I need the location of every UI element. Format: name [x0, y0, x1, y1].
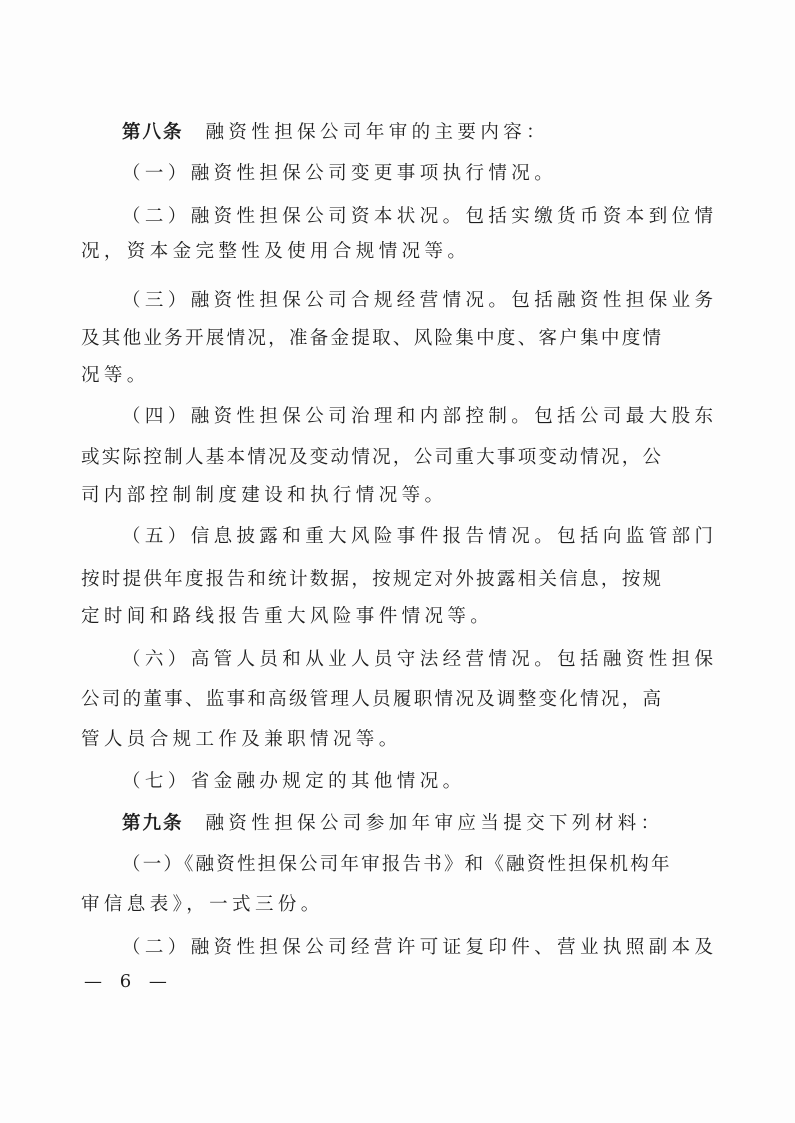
article-8-title: 融资性担保公司年审的主要内容： — [205, 122, 550, 143]
article-8-item-6-line-2: 公司的董事、监事和高级管理人员履职情况及调整变化情况，高 — [81, 689, 661, 710]
article-8-item-5-line-1: （五）信息披露和重大风险事件报告情况。包括向监管部门 — [122, 526, 718, 547]
article-8-number: 第八条 — [122, 122, 184, 143]
article-9-heading-line — [122, 812, 664, 836]
article-9-title: 融资性担保公司参加年审应当提交下列材料： — [205, 813, 664, 834]
article-8-item-5-line-2: 按时提供年度报告和统计数据，按规定对外披露相关信息，按规 — [81, 569, 661, 590]
article-8-item-3-line-1: （三）融资性担保公司合规经营情况。包括融资性担保业务 — [122, 290, 718, 311]
article-8-item-4-line-3: 司内部控制制度建设和执行情况等。 — [81, 485, 448, 506]
article-8-item-1: （一）融资性担保公司变更事项执行情况。 — [122, 163, 558, 184]
article-8-item-3-line-2: 及其他业务开展情况，准备金提取、风险集中度、客户集中度情 — [81, 328, 661, 349]
article-8-item-6-line-1: （六）高管人员和从业人员守法经营情况。包括融资性担保 — [122, 649, 718, 670]
article-8-item-2-line-2: 况，资本金完整性及使用合规情况等。 — [81, 241, 471, 262]
article-8-item-3-line-3: 况等。 — [81, 365, 150, 386]
article-9-item-2-line-1: （二）融资性担保公司经营许可证复印件、营业执照副本及 — [122, 937, 718, 958]
article-8-item-5-line-3: 定时间和路线报告重大风险事件情况等。 — [81, 606, 494, 627]
article-8-item-4-line-1: （四）融资性担保公司治理和内部控制。包括公司最大股东 — [122, 406, 718, 427]
article-8-item-6-line-3: 管人员合规工作及兼职情况等。 — [81, 729, 402, 750]
article-8-heading-line — [122, 121, 549, 145]
article-8-item-7: （七）省金融办规定的其他情况。 — [122, 771, 466, 792]
article-8-item-4-line-2: 或实际控制人基本情况及变动情况，公司重大事项变动情况，公 — [81, 447, 661, 468]
article-9-number: 第九条 — [122, 813, 184, 834]
article-9-item-1-line-2: 审信息表》，一式三份。 — [81, 894, 324, 915]
article-9-item-1-line-1: （一）《融资性担保公司年审报告书》和《融资性担保机构年 — [122, 854, 672, 875]
article-8-item-2-line-1: （二）融资性担保公司资本状况。包括实缴货币资本到位情 — [122, 206, 718, 227]
page-number: — 6 — — [84, 971, 173, 992]
